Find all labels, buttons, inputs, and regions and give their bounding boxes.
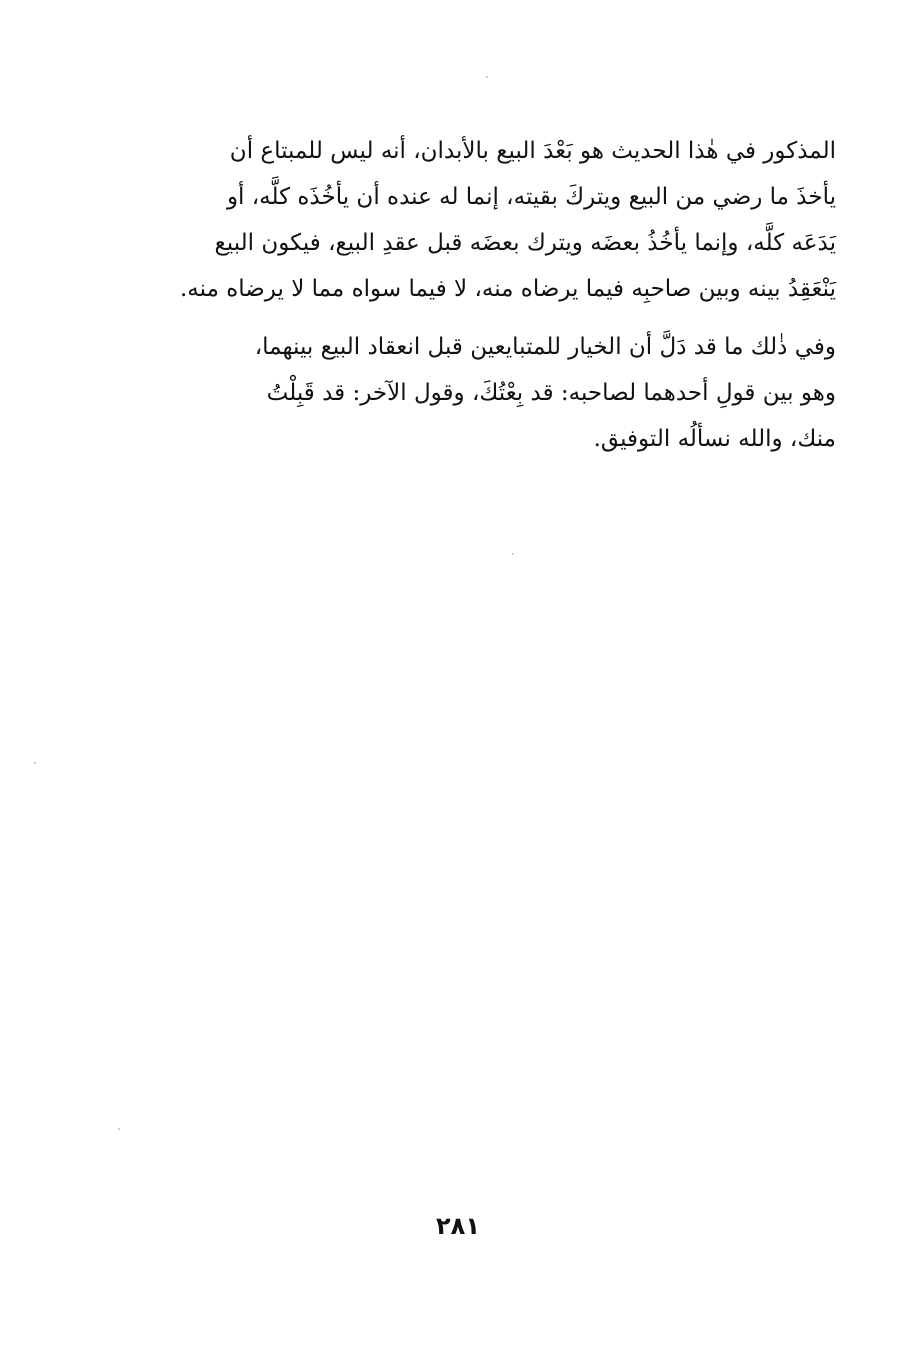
text-line: يأخذَ ما رضي من البيع ويتركَ بقيته، إنما له عنده أن يأخُذَه كلَّه، أو — [226, 184, 836, 210]
scan-speck — [118, 1128, 120, 1130]
scan-speck — [512, 553, 514, 555]
page-number: ٢٨١ — [436, 1212, 480, 1240]
text-line: يَدَعَه كلَّه، وإنما يأخُذُ بعضَه ويترك بعضَه قبل عقدِ البيع، فيكون البيع — [214, 230, 836, 256]
text-line: المذكور في هٰذا الحديث هو بَعْدَ البيع بالأبدان، أنه ليس للمبتاع أن — [229, 138, 836, 164]
paragraph-2 — [118, 324, 836, 462]
text-line: وفي ذٰلك ما قد دَلَّ أن الخيار للمتبايعين قبل انعقاد البيع بينهما، — [254, 334, 836, 360]
scan-speck — [34, 762, 36, 764]
text-line: يَنْعَقِدُ بينه وبين صاحبِه فيما يرضاه منه، لا فيما سواه مما لا يرضاه منه. — [180, 276, 836, 302]
text-line: منك، والله نسألُه التوفيق. — [593, 426, 836, 452]
scan-speck — [486, 76, 488, 78]
paragraph-1 — [118, 128, 836, 312]
text-line: وهو بين قولِ أحدهما لصاحبه: قد بِعْتُكَ، وقول الآخر: قد قَبِلْتُ — [266, 380, 836, 406]
